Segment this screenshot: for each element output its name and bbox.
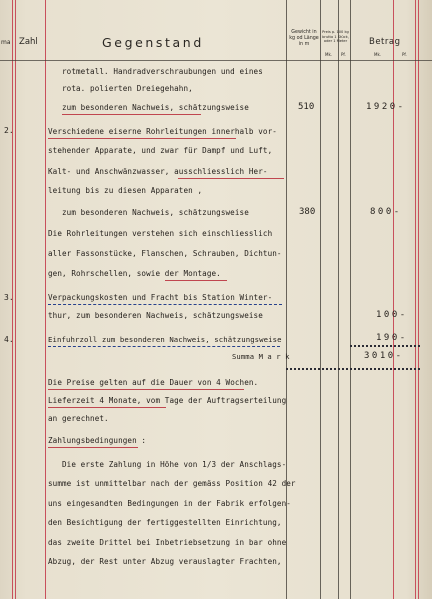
item2-line1: Verschiedene eiserne Rohrleitungen innerhalb vor- <box>48 127 277 136</box>
item4-number: 4. <box>4 335 14 344</box>
header-col-left: ma <box>1 39 11 46</box>
rule-betrag-right <box>415 0 416 599</box>
underline-lieferzeit <box>48 407 166 408</box>
item4-line1: Einfuhrzoll zum besonderen Nachweis, schätzungsweise <box>48 335 282 344</box>
payment-line5: das zweite Drittel bei Inbetriebsetzung in bar ohne <box>48 538 287 547</box>
item2-line3: Kalt- und Anschwänzwasser, ausschliesslich Her- <box>48 167 268 176</box>
underline-verpackung <box>48 304 282 305</box>
dotted-rule-before-sum <box>350 345 420 347</box>
header-col-preis-pf: Pf. <box>341 52 346 57</box>
rule-zahl-right <box>45 0 46 599</box>
item1-line3: zum besonderen Nachweis, schätzungsweise <box>62 103 249 112</box>
underline-zahlung <box>48 447 138 448</box>
rule-gewicht-right <box>320 0 321 599</box>
item2-amount: 800- <box>370 207 402 217</box>
item2-weight: 380 <box>299 207 316 217</box>
item2-line5: zum besonderen Nachweis, schätzungsweise <box>62 208 249 217</box>
header-col-preis: Preis p. 100 kg brutto 1 Stück, oder 1 Meter <box>322 30 349 44</box>
underline-preise <box>48 389 244 390</box>
rohr-note-line1: Die Rohrleitungen verstehen sich einschliesslich <box>48 229 273 238</box>
rule-preis-mid <box>338 0 339 599</box>
header-col-preis-mk: Mk. <box>325 52 333 57</box>
note-line1: Die Preise gelten auf die Dauer von 4 Wochen. <box>48 378 259 387</box>
rohr-note-line2: aller Fassonstücke, Flanschen, Schrauben, Dichtun- <box>48 249 282 258</box>
item3-line2: thur, zum besonderen Nachweis, schätzungsweise <box>48 311 263 320</box>
header-col-gewicht: Gewicht in kg od Länge in m <box>289 30 319 47</box>
header-col-betrag-pf: Pf. <box>402 52 407 57</box>
rule-margin-inner <box>15 0 16 599</box>
rule-gegenstand-right <box>286 0 287 599</box>
item4-amount: 190- <box>376 333 408 343</box>
item3-amount: 100- <box>376 310 408 320</box>
payment-line1: Die erste Zahlung in Höhe von 1/3 der Anschlags- <box>62 460 287 469</box>
header-col-zahl: Zahl <box>19 37 38 47</box>
payment-line2: summe ist unmittelbar nach der gemäss Position 42 der <box>48 479 296 488</box>
payment-line4: den Besichtigung der fertiggestellten Einrichtung, <box>48 518 282 527</box>
item2-line2: stehender Apparate, und zwar für Dampf und Luft, <box>48 146 273 155</box>
item2-line4: leitung bis zu diesen Apparaten , <box>48 186 203 195</box>
item1-line2: rota. polierten Dreiegehahn, <box>62 84 193 93</box>
underline-rohrleitungen <box>48 138 236 139</box>
sum-amount: 3010- <box>364 351 404 361</box>
dotted-rule-sum <box>286 368 420 370</box>
item1-amount: 1920- <box>366 102 406 112</box>
item1-line1: rotmetall. Handradverschraubungen und eines <box>62 67 263 76</box>
header-col-betrag-mk: Mk. <box>374 52 382 57</box>
item3-line1: Verpackungskosten und Fracht bis Station Winter- <box>48 293 273 302</box>
payment-line3: uns eingesandten Bedingungen in der Fabrik erfolgen- <box>48 499 291 508</box>
underline-montage <box>165 280 227 281</box>
item1-weight: 510 <box>298 102 315 112</box>
rule-betrag-right2 <box>418 0 419 599</box>
underline-einfuhrzoll <box>48 346 280 347</box>
sum-label: Summa M a r k <box>232 352 290 361</box>
rule-preis-right <box>350 0 351 599</box>
underline-nachweis-1 <box>62 114 201 115</box>
rohr-note-line3: gen, Rohrschellen, sowie der Montage. <box>48 269 221 278</box>
payment-heading: Zahlungsbedingungen : <box>48 436 147 445</box>
rule-betrag-mid <box>393 0 394 599</box>
header-rule <box>0 60 432 61</box>
item2-number: 2. <box>4 126 14 135</box>
payment-line6: Abzug, der Rest unter Abzug verauslagter Frachten, <box>48 557 282 566</box>
note-line2: Lieferzeit 4 Monate, vom Tage der Auftragserteilung <box>48 396 287 405</box>
item3-number: 3. <box>4 293 14 302</box>
header-col-gegenstand: Gegenstand <box>102 35 204 50</box>
header-col-betrag: Betrag <box>369 37 401 47</box>
note-line3: an gerechnet. <box>48 414 109 423</box>
underline-ausschliesslich <box>178 178 284 179</box>
